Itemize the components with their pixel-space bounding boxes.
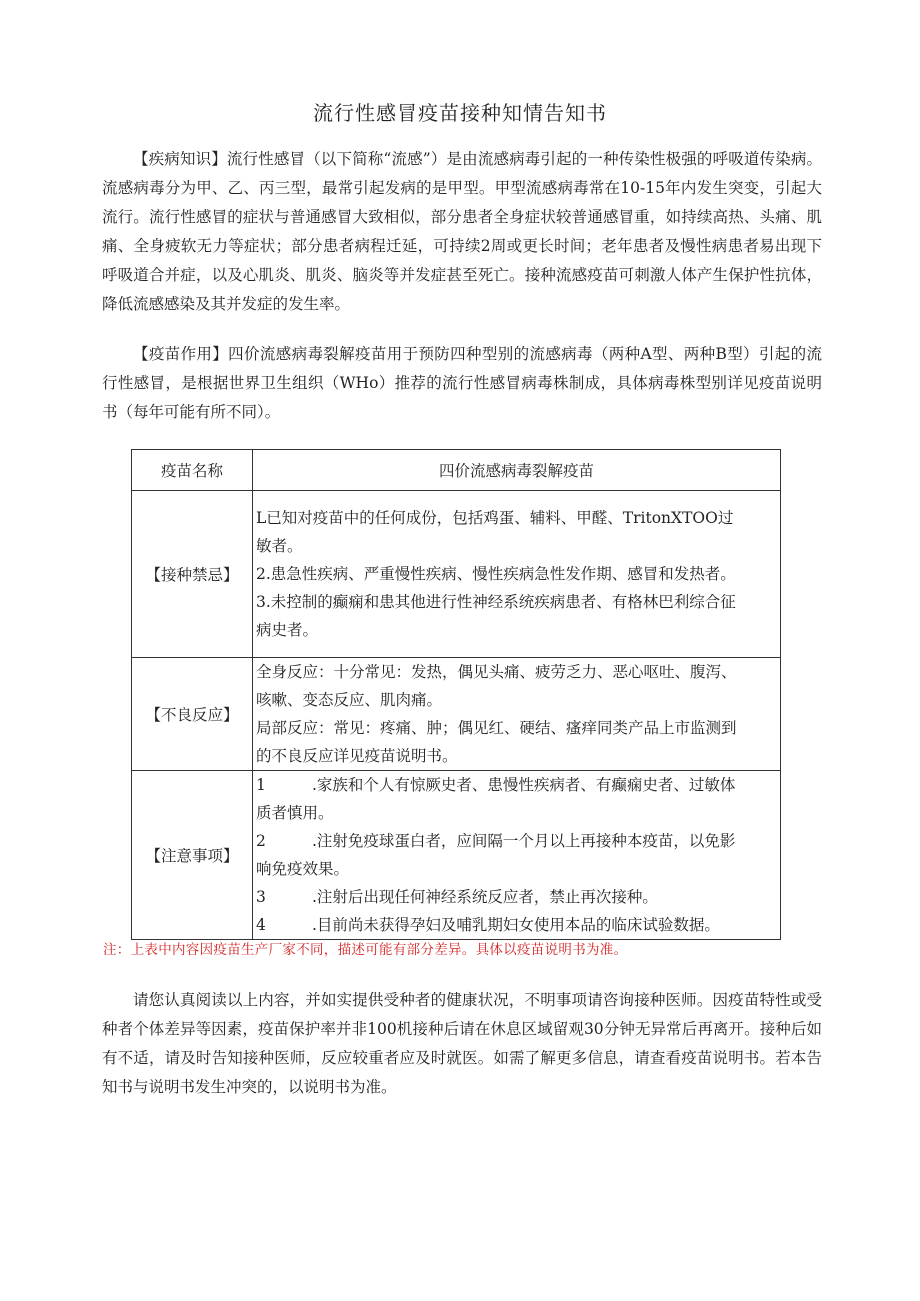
precaution-number: 1 (256, 776, 266, 794)
closing-paragraph: 请您认真阅读以上内容，并如实提供受种者的健康状况，不明事项请咨询接种医师。因疫苗特性或受种者个体差异等因素，疫苗保护率并非100机接种后请在休息区域留观30分钟无异常后再离开。接种后如有不适，请及时告知接种医师，反应较重者应及时就医。如需了解更多信息，请查看疫苗说明书。若本告知书与说明书发生冲突的，以说明书为准。 (102, 991, 822, 1096)
adverse-reactions-content (253, 658, 781, 771)
precaution-text: 质者慎用。 (256, 804, 334, 822)
table-footnote: 注：上表中内容因疫苗生产厂家不同，描述可能有部分差异。具体以疫苗说明书为准。 (103, 942, 628, 958)
precautions-row (132, 771, 781, 940)
contraindication-line: 2.患急性疾病、严重慢性疾病、慢性疾病急性发作期、感冒和发热者。 (256, 565, 736, 583)
precaution-text: .目前尚未获得孕妇及哺乳期妇女使用本品的临床试验数据。 (312, 916, 720, 934)
adverse-reaction-line: 全身反应：十分常见：发热，偶见头痛、疲劳乏力、恶心呕吐、腹泻、 (256, 663, 737, 681)
adverse-reactions-row (132, 658, 781, 771)
contraindication-line: 3.未控制的癫痫和患其他进行性神经系统疾病患者、有格林巴利综合征 (256, 593, 736, 611)
precaution-item (256, 855, 778, 883)
vaccine-name-value: 四价流感病毒裂解疫苗 (253, 450, 781, 491)
contraindications-row (132, 491, 781, 658)
precaution-item (256, 883, 778, 911)
precaution-text: .注射免疫球蛋白者，应间隔一个月以上再接种本疫苗，以免影 (312, 832, 736, 850)
precaution-number: 2 (256, 832, 266, 850)
precautions-content (253, 771, 781, 940)
vaccine-info-table (131, 449, 781, 940)
contraindications-content (253, 491, 781, 658)
precaution-item (256, 911, 778, 939)
precaution-item (256, 799, 778, 827)
document-title: 流行性感冒疫苗接种知情告知书 (313, 101, 607, 125)
precaution-text: .注射后出现任何神经系统反应者，禁止再次接种。 (312, 888, 658, 906)
contraindication-line: L已知对疫苗中的任何成份，包括鸡蛋、辅料、甲醛、TritonXTOO过 (256, 509, 734, 527)
vaccine-name-label: 疫苗名称 (132, 450, 253, 491)
contraindication-line: 病史者。 (256, 621, 319, 639)
precaution-number: 3 (256, 888, 266, 906)
precaution-text: 响免疫效果。 (256, 860, 350, 878)
adverse-reaction-line: 局部反应：常见：疼痛、肿；偶见红、硬结、瘙痒同类产品上市监测到 (256, 719, 737, 737)
precaution-number: 4 (256, 916, 266, 934)
precaution-item (256, 771, 778, 799)
table-header-row (132, 450, 781, 491)
vaccine-effect-paragraph: 【疫苗作用】四价流感病毒裂解疫苗用于预防四种型别的流感病毒（两种A型、两种B型）引起的流行性感冒，是根据世界卫生组织（WHo）推荐的流行性感冒病毒株制成，具体病毒株型别详见疫苗说明书（每年可能有所不同）。 (102, 345, 822, 421)
precaution-text: .家族和个人有惊厥史者、患慢性疾病者、有癫痫史者、过敏体 (312, 776, 736, 794)
contraindications-label: 【接种禁忌】 (132, 491, 253, 658)
adverse-reaction-line: 的不良反应详见疫苗说明书。 (256, 747, 458, 765)
precaution-item (256, 827, 778, 855)
adverse-reaction-line: 咳嗽、变态反应、肌肉痛。 (256, 691, 443, 709)
adverse-reactions-label: 【不良反应】 (132, 658, 253, 771)
contraindication-line: 敏者。 (256, 537, 303, 555)
precautions-label: 【注意事项】 (132, 771, 253, 940)
disease-knowledge-paragraph: 【疾病知识】流行性感冒（以下简称“流感”）是由流感病毒引起的一种传染性极强的呼吸道传染病。流感病毒分为甲、乙、丙三型，最常引起发病的是甲型。甲型流感病毒常在10-15年内发生突变，引起大流行。流行性感冒的症状与普通感冒大致相似，部分患者全身症状较普通感冒重，如持续高热、头痛、肌痛、全身疲软无力等症状；部分患者病程迁延，可持续2周或更长时间；老年患者及慢性病患者易出现下呼吸道合并症，以及心肌炎、肌炎、脑炎等并发症甚至死亡。接种流感疫苗可刺激人体产生保护性抗体，降低流感感染及其并发症的发生率。 (102, 150, 822, 313)
